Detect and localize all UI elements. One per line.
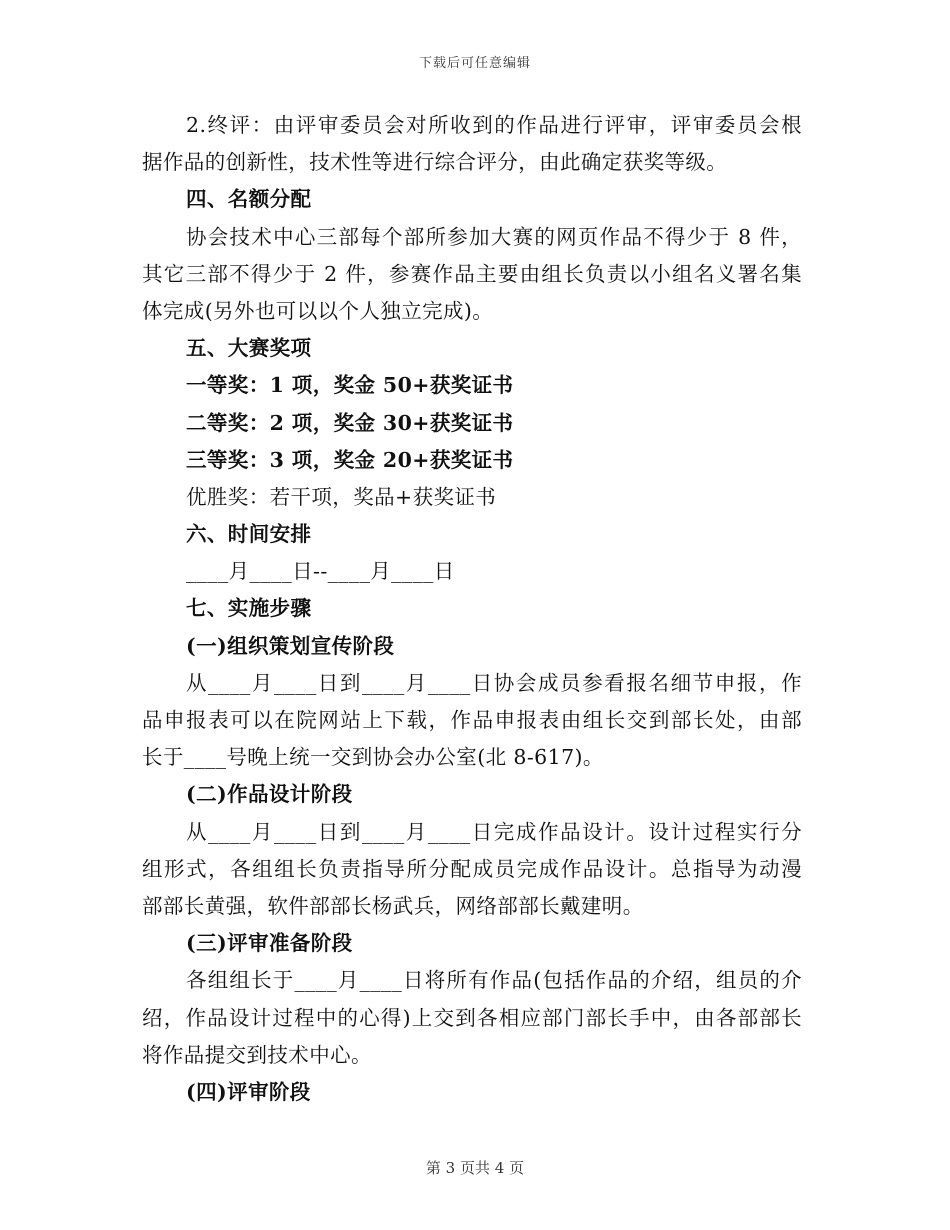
page-footer: 第 3 页共 4 页: [425, 1159, 525, 1177]
section-heading: 四、名额分配: [186, 187, 312, 212]
paragraph-line: 从____月____日到____月____日完成作品设计。设计过程实行分: [186, 819, 802, 844]
paragraph-line: 据作品的创新性，技术性等进行综合评分，由此确定获奖等级。: [142, 150, 728, 175]
paragraph-line: 其它三部不得少于 2 件，参赛作品主要由组长负责以小组名义署名集: [142, 261, 802, 286]
section-heading: 七、实施步骤: [186, 596, 312, 621]
section-heading: 一等奖：1 项，奖金 50+获奖证书: [186, 373, 514, 398]
paragraph-line: 组形式，各组组长负责指导所分配成员完成作品设计。总指导为动漫: [142, 856, 802, 881]
section-heading: (一)组织策划宣传阶段: [186, 633, 395, 658]
paragraph-line: 从____月____日到____月____日协会成员参看报名细节申报，作: [186, 670, 802, 695]
paragraph-line: 将作品提交到技术中心。: [142, 1042, 372, 1067]
section-heading: 六、时间安排: [186, 522, 312, 547]
paragraph-line: 部部长黄强，软件部部长杨武兵，网络部部长戴建明。: [142, 893, 644, 918]
paragraph-line: 2.终评：由评审委员会对所收到的作品进行评审，评审委员会根: [186, 113, 802, 137]
document-body: [142, 107, 802, 1111]
paragraph-line: 协会技术中心三部每个部所参加大赛的网页作品不得少于 8 件，: [186, 224, 802, 249]
section-heading: (三)评审准备阶段: [186, 931, 353, 956]
section-heading: (二)作品设计阶段: [186, 782, 353, 807]
section-heading: 五、大赛奖项: [186, 336, 312, 361]
paragraph-line: 各组组长于____月____日将所有作品(包括作品的介绍，组员的介: [186, 968, 802, 993]
section-heading: (四)评审阶段: [186, 1079, 311, 1104]
section-heading: 三等奖：3 项，奖金 20+获奖证书: [186, 447, 514, 472]
paragraph-line: 绍，作品设计过程中的心得)上交到各相应部门部长手中，由各部部长: [142, 1005, 802, 1030]
page-header: 下载后可任意编辑: [418, 56, 531, 71]
paragraph-line: 优胜奖：若干项，奖品+获奖证书: [186, 484, 497, 509]
paragraph-line: 品申报表可以在院网站上下载，作品申报表由组长交到部长处，由部: [142, 708, 802, 732]
paragraph-line: 体完成(另外也可以以个人独立完成)。: [142, 298, 494, 323]
paragraph-line: 长于____号晚上统一交到协会办公室(北 8-617)。: [142, 745, 604, 770]
paragraph-line: ____月____日--____月____日: [186, 559, 455, 584]
section-heading: 二等奖：2 项，奖金 30+获奖证书: [186, 410, 514, 435]
